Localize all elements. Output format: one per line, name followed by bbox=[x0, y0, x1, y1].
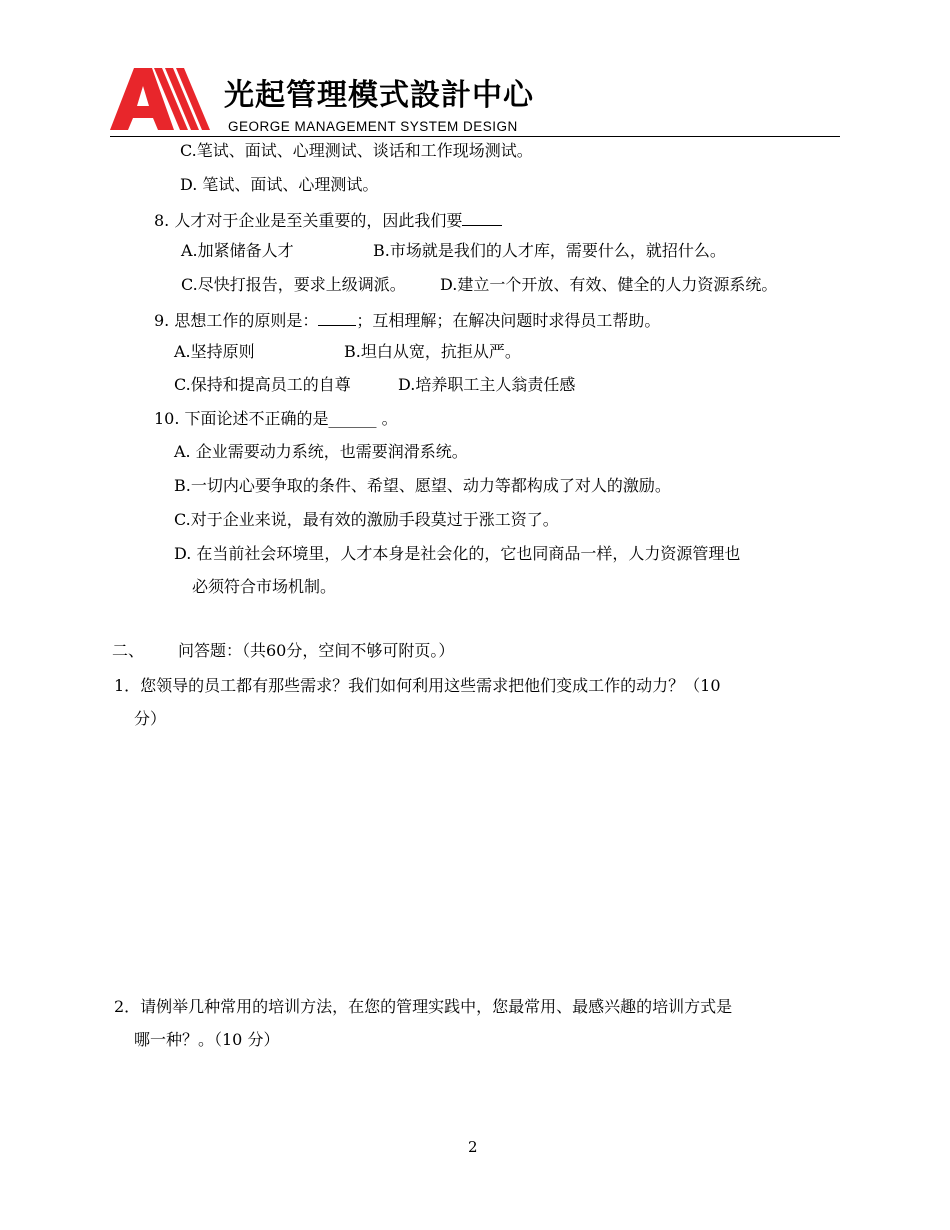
q9-option-a: A.坚持原则 bbox=[174, 342, 255, 361]
q8-answer-blank[interactable] bbox=[462, 208, 502, 226]
essay-q2-continued: 哪一种？。（10 分） bbox=[134, 1030, 280, 1049]
q8-option-d: D.建立一个开放、有效、健全的人力资源系统。 bbox=[440, 275, 778, 294]
brand-name-chinese: 光起管理模式設計中心 bbox=[224, 78, 534, 113]
q7-option-d: D. 笔试、面试、心理测试。 bbox=[180, 175, 379, 194]
q8-option-a: A.加紧储备人才 bbox=[181, 241, 294, 260]
q10-option-d: D. 在当前社会环境里，人才本身是社会化的，它也同商品一样，人力资源管理也 bbox=[174, 544, 741, 563]
q7-option-c: C.笔试、面试、心理测试、谈话和工作现场测试。 bbox=[180, 141, 533, 160]
essay-q1: 1．您领导的员工都有那些需求？我们如何利用这些需求把他们变成工作的动力？（10 bbox=[114, 676, 721, 695]
section2-number: 二、 bbox=[112, 641, 145, 660]
q9-option-d: D.培养职工主人翁责任感 bbox=[398, 375, 576, 394]
section2-title: 问答题：（共60分，空间不够可附页。） bbox=[178, 641, 455, 660]
q9-stem-rest: ；互相理解；在解决问题时求得员工帮助。 bbox=[356, 311, 661, 330]
q8-stem-text: 8. 人才对于企业是至关重要的，因此我们要 bbox=[154, 211, 463, 230]
q9-option-c: C.保持和提高员工的自尊 bbox=[174, 375, 351, 394]
q10-stem: 10. 下面论述不正确的是______ 。 bbox=[154, 409, 398, 428]
q10-option-a: A. 企业需要动力系统，也需要润滑系统。 bbox=[174, 442, 468, 461]
q10-option-c: C.对于企业来说，最有效的激励手段莫过于涨工资了。 bbox=[174, 510, 559, 529]
q10-option-b: B.一切内心要争取的条件、希望、愿望、动力等都构成了对人的激励。 bbox=[174, 476, 671, 495]
q10-option-d-continued: 必须符合市场机制。 bbox=[192, 577, 337, 596]
q8-option-c: C.尽快打报告，要求上级调派。 bbox=[181, 275, 406, 294]
q9-stem bbox=[154, 308, 660, 332]
brand-name-english: GEORGE MANAGEMENT SYSTEM DESIGN bbox=[228, 119, 518, 134]
q8-option-b: B.市场就是我们的人才库，需要什么，就招什么。 bbox=[373, 241, 726, 260]
essay-q2: 2．请例举几种常用的培训方法，在您的管理实践中，您最常用、最感兴趣的培训方式是 bbox=[114, 997, 733, 1016]
q9-stem-text: 9. 思想工作的原则是： bbox=[154, 311, 319, 330]
q8-stem bbox=[154, 208, 502, 232]
essay-q1-continued: 分） bbox=[134, 709, 167, 728]
q9-answer-blank[interactable] bbox=[318, 308, 356, 326]
brand-logo bbox=[110, 66, 215, 132]
page-number: 2 bbox=[468, 1138, 478, 1156]
q9-option-b: B.坦白从宽，抗拒从严。 bbox=[344, 342, 521, 361]
header-divider bbox=[110, 136, 840, 137]
